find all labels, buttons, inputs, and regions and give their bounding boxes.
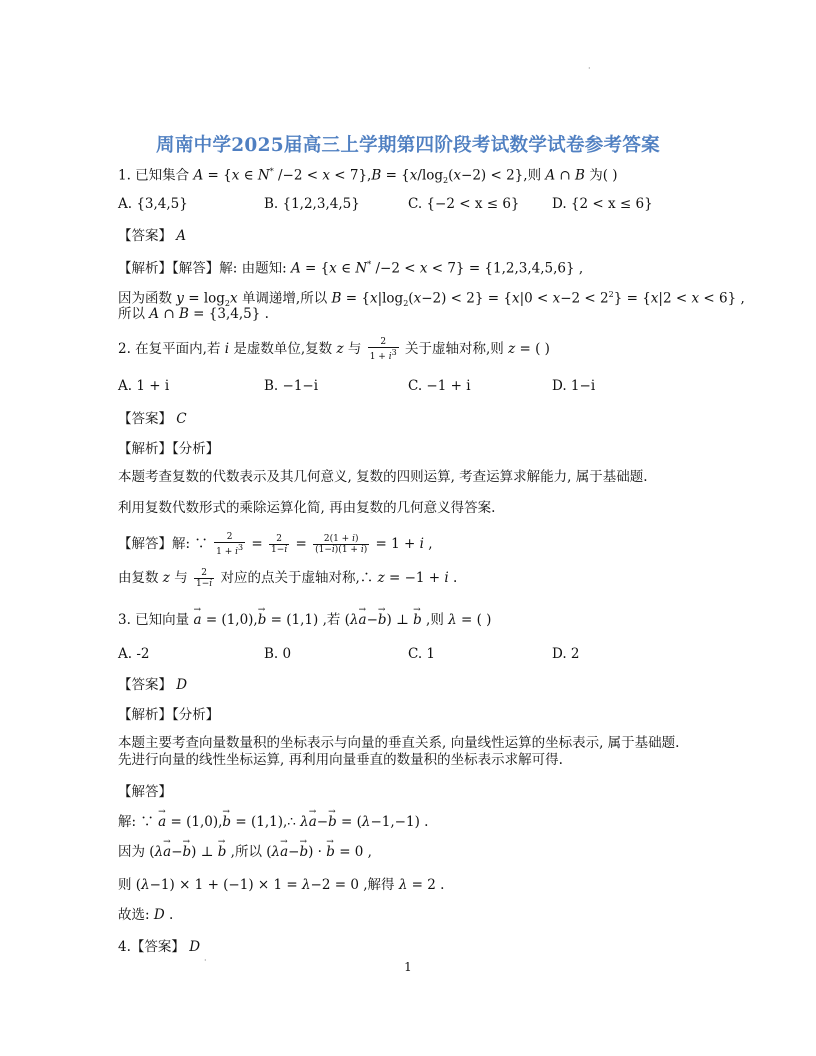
q3-choose-value: D [153,907,165,923]
q3-then-mid: ,解得 [363,877,395,893]
q1-stem-end: 为( ) [589,167,618,184]
q2-analysis-2: 利用复数代数形式的乘除运算化简, 再由复数的几何意义得答案. [118,500,496,516]
q1-line2-prefix: 因为函数 [118,290,172,307]
q2-stem-mid3: 关于虚轴对称,则 [404,341,504,357]
q2-analysis-label: 【解析】【分析】 [118,441,220,457]
q3-because-mid: ,所以 [230,844,262,860]
q2-analysis-1: 本题考查复数的代数表示及其几何意义, 复数的四则运算, 考查运算求解能力, 属于基础题. [118,469,648,485]
q3-then-prefix: 则 [118,877,132,893]
q4-answer-label: 4.【答案】 [118,939,185,955]
q3-answer-value: D [176,677,188,693]
q3-stem-prefix: 3. 已知向量 [118,612,190,628]
q2-stem-mid1: 是虚数单位,复数 [233,341,333,357]
q2-option-a: A. 1 + i [118,378,170,394]
q1-line2-mid: 单调递增,所以 [241,290,328,307]
q3-because-prefix: 因为 [118,844,145,860]
q1-analysis-line2: 因为函数 $y = \log_2x$ 单调递增,所以 $B = \{x|\log_2(x-2) < 2\} = \{x|0 < x-2 < 2^2\} = \{x|2 < x < 6\}$ , [118,290,745,309]
q2-stem-end: ( ) [535,341,550,357]
q1-answer-value: A [176,228,187,244]
q3-option-a: A. -2 [118,646,150,662]
q2-line-b-mid1: 与 [174,570,188,586]
q1-line3-prefix: 所以 [118,306,145,322]
q3-solve-prefix: 解: [118,814,137,830]
q3-answer-label: 【答案】 [118,677,172,693]
q1-stem-prefix: 1. 已知集合 [118,167,190,184]
q3-analysis-2: 先进行向量的线性坐标运算, 再利用向量垂直的数量积的坐标表示求解可得. [118,752,563,768]
page-number: 1 [404,960,412,974]
q3-stem-end: ( ) [476,612,492,628]
q1-analysis-label: 【解析】【解答】解: 由题知: [118,260,287,277]
q3-option-b: B. 0 [264,646,292,662]
q1-analysis: 【解析】【解答】解: 由题知: A = {x ∈ N* /−2 < x < 7} = {1,2,3,4,5,6} , [118,260,584,277]
q1-math-A: A [193,167,204,184]
q3-solve-line3: 则 (λ−1) × 1 + (−1) × 1 = λ−2 = 0 ,解得 λ = 2 . [118,877,445,893]
q2-option-d: D. 1−i [552,378,596,394]
q2-option-c: C. −1 + i [408,378,471,394]
q1-option-b: B. {1,2,3,4,5} [264,196,360,212]
q3-solve-label: 【解答】 [118,784,172,800]
q2-solve-label: 【解答】解: [118,536,191,552]
q1-analysis-line3: 所以 A ∩ B = {3,4,5} . [118,306,269,322]
q2-answer-value: C [176,411,187,427]
dot-mark-2: · [204,956,207,965]
q2-answer [118,410,187,428]
q3-stem-mid: ,若 [322,612,341,628]
dot-mark: · [588,64,591,73]
q3-option-c: C. 1 [408,646,436,662]
q3-solve-line1: 解: ∵ → a = (1,0),→ b = (1,1),∴ λ→ a−→ b = (λ−1,−1) . [118,813,428,831]
q3-option-d: D. 2 [552,646,580,662]
q4-answer-value: D [189,939,201,955]
q2-option-b: B. −1−i [264,378,319,394]
q1-option-c: C. {−2 < x ≤ 6} [408,196,520,212]
q1-answer-label: 【答案】 [118,228,172,244]
q2-stem-mid2: 与 [347,341,362,357]
q3-answer [118,676,187,694]
q2-stem: 2. 在复平面内,若 i 是虚数单位,复数 z 与 $\frac{2}{1 + i^3}$ 关于虚轴对称,则 z = ( ) [118,337,550,362]
q3-stem: 3. 已知向量 → a = (1,0),→ b = (1,1) ,若 (λ→ a−→ b) ⊥ → b ,则 λ = ( ) [118,611,491,629]
q2-solve-line2: 由复数 z 与 $\frac{2}{1-i}$ 对应的点关于虚轴对称,∴ z = −1 + i . [118,568,458,589]
q2-solve: 【解答】解: ∵ $\frac{2}{1 + i^3}$ = $\frac{2}{1-i}$ = $\frac{2(1 + i)}{(1-i)(1 + i)}$ = 1 + i , [118,532,433,557]
q3-choose-prefix: 故选: [118,907,150,923]
q3-analysis-label: 【解析】【分析】 [118,707,220,723]
q1-answer [118,227,186,245]
q2-stem-prefix: 2. 在复平面内,若 [118,341,221,357]
q3-analysis-1: 本题主要考查向量数量积的坐标表示与向量的垂直关系, 向量线性运算的坐标表示, 属于基础题. [118,735,680,751]
q1-stem: 1. 已知集合 A = {x ∈ N* $/-2 < x < 7\},B = \{x/\log_2(x-2) < 2\}$,则 A ∩ B 为( ) [118,167,618,186]
q3-choose: 故选: D . [118,907,174,923]
q1-stem-suffix: ,则 [523,167,542,184]
q3-stem-mid2: ,则 [426,612,444,628]
q2-line-b-mid2: 对应的点关于虚轴对称, [220,570,360,586]
q1-option-a: A. {3,4,5} [118,196,188,212]
q2-line-b-prefix: 由复数 [118,570,159,586]
q2-answer-label: 【答案】 [118,411,172,427]
page-title: 周南中学2025届高三上学期第四阶段考试数学试卷参考答案 [156,135,660,156]
q1-option-d: D. {2 < x ≤ 6} [552,196,653,212]
q3-solve-line2: 因为 (λ→ a−→ b) ⊥ → b ,所以 (λ→ a−→ b) · → b = 0 , [118,843,372,861]
q4-answer [118,938,200,956]
